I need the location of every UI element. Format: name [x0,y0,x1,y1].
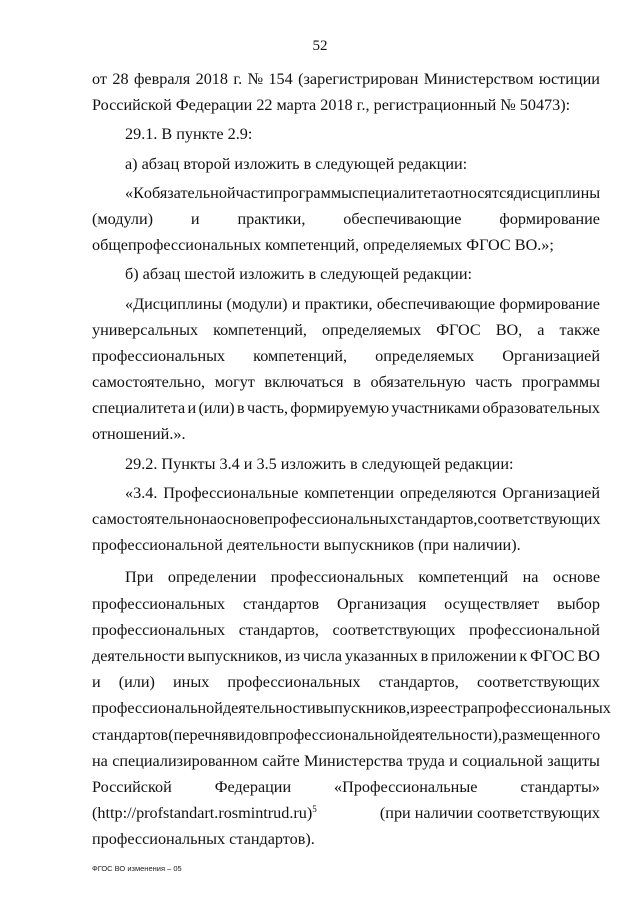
word: защиты [547,751,600,770]
text-line [92,643,600,669]
text-line [92,343,600,369]
word: соответствующих [477,510,601,528]
word: из [284,646,300,665]
word: «3.4. [125,483,158,502]
text-line [92,695,611,721]
word: формирование [499,294,600,313]
word: формируемую [290,399,390,418]
word: стандартов, [397,510,478,528]
text-line [92,774,600,800]
word: практики, [304,294,373,313]
word: компетенций, [253,346,348,365]
text-line [92,617,600,643]
text-line [92,506,600,532]
text-line [92,369,600,395]
word: компетенций, [213,320,307,339]
page-footer: ФГОС ВО изменения – 05 [92,864,182,873]
text-line [92,564,600,590]
text-line [92,722,600,748]
word: выпускников, [315,699,411,718]
word: профессиональных [92,594,226,613]
word: «Дисциплины [125,294,223,313]
word: а [537,320,545,339]
word: 154 [268,70,293,88]
word: деятельности [92,646,185,665]
word: профессиональной [469,620,600,639]
word: выпускников, [187,646,283,665]
word: соответствующих [476,673,600,692]
word: ФГОС [436,320,481,339]
word: обязательной [143,183,236,202]
word: профессиональной [92,699,223,718]
word: профессиональных [92,346,226,365]
word: социальной [462,751,543,770]
link-text: (http://profstandart.rosmintrud.ru) [92,804,313,823]
footnote-marker: 5 [312,804,317,815]
word: определяемых [322,320,422,339]
text-line-with-footnote [92,800,600,826]
word: (модули) [92,209,154,228]
word: к [519,646,528,665]
word: деятельности [222,699,316,718]
text-line [92,206,600,232]
word: программы [521,373,600,392]
word: ВО, [495,320,523,339]
word: и [449,751,458,770]
word: выбор [557,594,600,613]
text-line [92,291,600,317]
word: труда [407,751,445,770]
word: юстиции [538,70,600,88]
word: Профессиональные [163,483,299,502]
text-line [92,748,600,774]
text-line [92,317,600,343]
word: части [235,183,274,202]
word: сайте [262,751,300,770]
word: (модули) [226,294,288,313]
word: «К [125,183,144,202]
word: Организация [337,594,427,613]
word: При [125,568,154,587]
text-line: Российской Федерации 22 марта 2018 г., регистрационный № 50473): [92,96,571,115]
text-fragment: (при наличии соответствующих [379,804,600,823]
word: и [187,399,197,418]
word: профессиональных [92,620,226,639]
word: определении [167,568,257,587]
word: в [420,646,429,665]
word: самостоятельно [92,510,202,528]
word: профессиональных [270,568,404,587]
word: ВО [577,646,600,665]
text-line: б) абзац шестой изложить в следующей редакции: [125,265,473,284]
word: на [92,751,108,770]
word: специалитета [92,399,186,418]
word: стандартов, [378,673,459,692]
document-body [92,66,611,852]
word: стандартов, [238,620,319,639]
word: могут [214,373,255,392]
word: Организацией [502,346,600,365]
word: основе [552,568,600,587]
word: обеспечивающие [343,209,462,228]
word: самостоятельно, [92,373,206,392]
word: включаться [264,373,344,392]
text-line: профессиональной деятельности выпускников (при наличии). [92,536,521,555]
text-line: 29.1. В пункте 2.9: [125,125,253,144]
page-number: 52 [312,38,328,54]
text-line [92,180,600,206]
word: деятельности), [399,725,502,744]
word: и [190,209,200,228]
word: стандарты» [520,777,600,796]
word: стандартов [242,594,320,613]
word: февраля [133,70,191,88]
word: из [410,699,426,718]
word: также [559,320,600,339]
word: Организацией [502,483,600,502]
text-line: а) абзац второй изложить в следующей редакции: [125,154,468,173]
word: 2018 [195,70,228,88]
word: на [201,510,217,528]
word: размещенного [501,725,601,744]
word: дисциплины [513,183,601,202]
word: относятся [445,183,514,202]
word: компетенций [418,568,509,587]
word: 28 [112,70,129,88]
word: профессиональной [268,725,400,744]
word: реестра [425,699,478,718]
word: определяемых [375,346,475,365]
word: (перечня [168,725,229,744]
word: стандартов [92,725,169,744]
word: основе [216,510,265,528]
word: (или) [118,673,155,692]
text-line [92,669,600,695]
word: осуществляет [444,594,540,613]
word: от [92,70,107,88]
word: Федерации [214,777,292,796]
word: участниками [391,399,481,418]
word: указанных [344,646,418,665]
text-line: общепрофессиональных компетенций, определяемых ФГОС ВО.»; [92,236,554,255]
word: на [522,568,539,587]
word: и [291,294,301,313]
word: № [247,70,264,88]
word: компетенции [304,483,395,502]
text-line: 29.2. Пункты 3.4 и 3.5 изложить в следующей редакции: [125,454,514,473]
word: в [353,373,361,392]
word: практики, [237,209,306,228]
text-line [92,591,600,617]
word: ФГОС [530,646,575,665]
word: (зарегистрирован [298,70,419,88]
word: иных [173,673,210,692]
word: Министерства [303,751,403,770]
word: определяются [399,483,497,502]
word: «Профессиональные [334,777,478,796]
word: в [237,399,245,418]
word: Министерством [423,70,534,88]
word: видов [228,725,269,744]
text-line [92,66,600,92]
word: приложении [431,646,517,665]
word: универсальных [92,320,199,339]
text-line [92,480,600,506]
word: г. [233,70,243,88]
word: часть [475,373,513,392]
word: профессиональных [477,699,611,718]
word: соответствующих [332,620,456,639]
word: числа [302,646,343,665]
word: Российской [92,777,172,796]
word: профессиональных [227,673,361,692]
word: профессиональных [264,510,398,528]
text-line: профессиональных стандартов). [92,830,315,849]
word: (или) [198,399,235,418]
word: и [92,673,101,692]
text-line: отношений.». [92,425,186,444]
word: образовательных [482,399,600,418]
word: формирование [499,209,600,228]
word: программы [273,183,352,202]
word: обязательную [370,373,466,392]
word: обеспечивающие [376,294,496,313]
word: специалитета [351,183,446,202]
text-line [92,395,600,421]
word: часть, [246,399,288,418]
word: специализированном [112,751,258,770]
